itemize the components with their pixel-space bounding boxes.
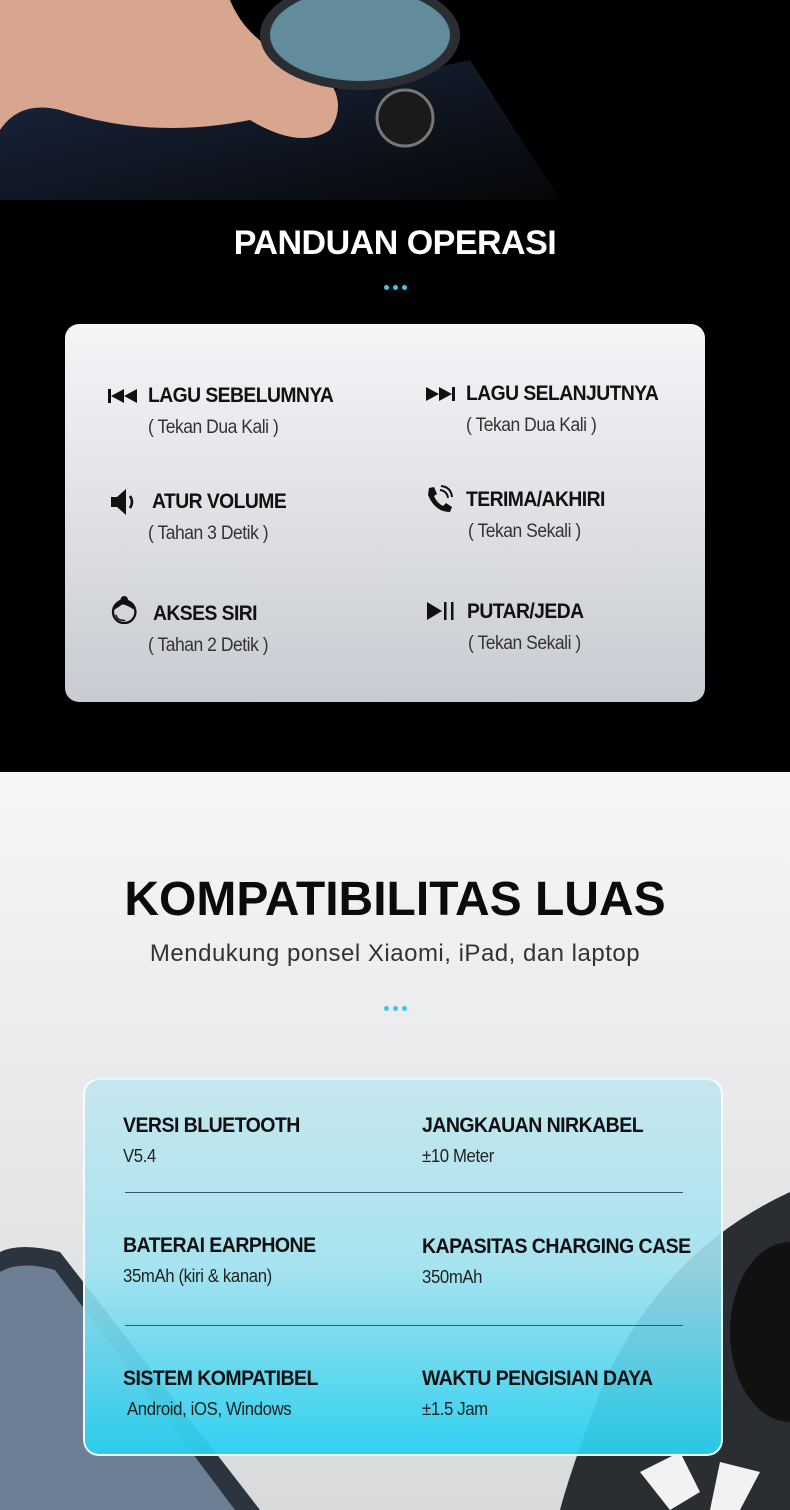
spec-case-capacity: [422, 1235, 711, 1288]
compatibility-subtitle: Mendukung ponsel Xiaomi, iPad, dan laptop: [149, 940, 641, 967]
spec-value: Android, iOS, Windows: [127, 1399, 292, 1419]
product-photo: [0, 0, 790, 200]
spec-label: JANGKAUAN NIRKABEL: [422, 1114, 644, 1137]
op-label: PUTAR/JEDA: [467, 600, 584, 623]
spec-bluetooth: [123, 1114, 313, 1167]
op-label: ATUR VOLUME: [152, 490, 287, 513]
spec-value: 350mAh: [422, 1267, 483, 1287]
op-label: AKSES SIRI: [153, 602, 257, 625]
spec-charging-time: [422, 1367, 670, 1420]
spec-value: V5.4: [123, 1146, 156, 1166]
compatibility-section: [0, 772, 790, 1510]
op-sub: ( Tekan Sekali ): [468, 521, 581, 542]
spec-value: ±10 Meter: [422, 1146, 494, 1166]
compatibility-title: KOMPATIBILITAS LUAS: [124, 873, 666, 926]
spec-value: 35mAh (kiri & kanan): [123, 1266, 272, 1286]
phone-call-icon: [425, 485, 459, 513]
voice-assistant-icon: [110, 596, 144, 624]
spec-card: [83, 1078, 723, 1456]
spec-label: VERSI BLUETOOTH: [123, 1114, 300, 1137]
op-sub: ( Tekan Sekali ): [468, 633, 581, 654]
operation-title: PANDUAN OPERASI: [233, 224, 557, 262]
divider: [125, 1325, 683, 1326]
op-sub: ( Tahan 2 Detik ): [148, 635, 269, 656]
divider: [125, 1192, 683, 1193]
op-sub: ( Tekan Dua Kali ): [466, 415, 597, 436]
spec-label: WAKTU PENGISIAN DAYA: [422, 1367, 653, 1390]
spec-label: SISTEM KOMPATIBEL: [123, 1367, 318, 1390]
previous-track-icon: [107, 384, 141, 412]
operation-card: [65, 324, 705, 702]
spec-value: ±1.5 Jam: [422, 1399, 488, 1419]
spec-compatible-system: [123, 1367, 333, 1420]
op-sub: ( Tahan 3 Detik ): [148, 523, 269, 544]
op-label: TERIMA/AKHIRI: [466, 488, 605, 511]
op-sub: ( Tekan Dua Kali ): [148, 417, 279, 438]
volume-icon: [110, 487, 144, 515]
divider-dots: [0, 282, 790, 293]
spec-earphone-battery: [123, 1234, 330, 1287]
play-pause-icon: [426, 600, 460, 628]
divider-dots: [0, 1003, 790, 1014]
spec-range: [422, 1114, 660, 1167]
spec-label: BATERAI EARPHONE: [123, 1234, 316, 1257]
spec-label: KAPASITAS CHARGING CASE: [422, 1235, 691, 1258]
next-track-icon: [425, 382, 459, 410]
op-label: LAGU SEBELUMNYA: [148, 384, 334, 407]
op-label: LAGU SELANJUTNYA: [466, 382, 659, 405]
